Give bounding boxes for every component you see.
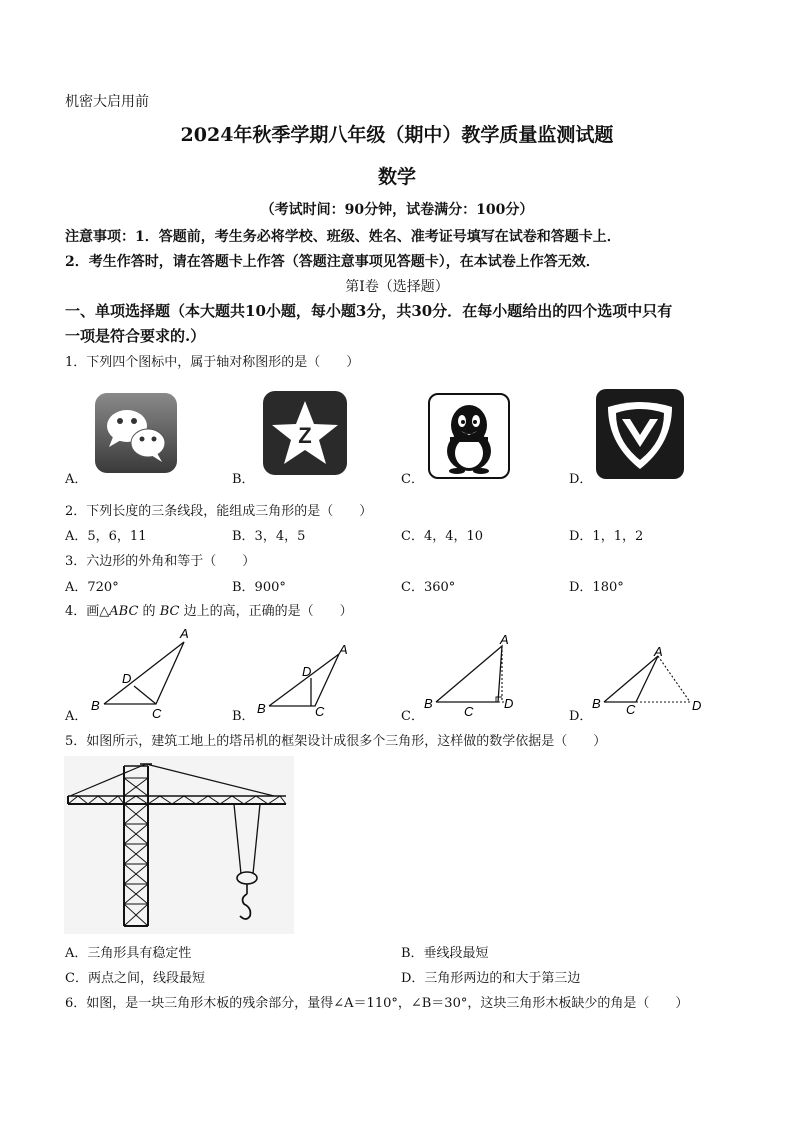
section-instruction-1: 一、单项选择题（本大题共10小题，每小题3分，共30分．在每小题给出的四个选项中只有 — [65, 302, 673, 320]
q1-stem: 1．下列四个图标中，属于轴对称图形的是（ ） — [65, 355, 360, 370]
section-instruction-2: 一项是符合要求的.） — [65, 327, 206, 345]
q2-option-b: B．3，4，5 — [232, 529, 306, 544]
q4-figure-c — [424, 632, 534, 719]
q4a-label-c: C — [152, 706, 162, 721]
q4-figure-d — [592, 646, 710, 716]
q4d-label-c: C — [626, 702, 636, 717]
q4d-label-b: B — [592, 696, 601, 711]
q4-option-b: B． — [232, 709, 255, 724]
q4-figure-b — [255, 640, 355, 719]
q5-stem: 5．如图所示，建筑工地上的塔吊机的框架设计成很多个三角形，这样做的数学依据是（ ） — [65, 734, 607, 749]
q1-option-c: C． — [401, 472, 424, 487]
part-title: 第Ⅰ卷（选择题） — [345, 279, 449, 295]
q4-option-c: C． — [401, 709, 424, 724]
q3-option-b: B．900° — [232, 580, 286, 595]
q5-tower-crane-figure — [64, 756, 294, 934]
q4b-label-c: C — [315, 704, 325, 719]
confidential-label: 机密大启用前 — [65, 94, 149, 110]
q3-option-d: D．180° — [569, 580, 624, 595]
q3-stem: 3．六边形的外角和等于（ ） — [65, 554, 256, 569]
q6-stem: 6．如图，是一块三角形木板的残余部分，量得∠A＝110°，∠B＝30°，这块三角形木板缺少的角是（ ） — [65, 996, 689, 1011]
q2-stem: 2．下列长度的三条线段，能组成三角形的是（ ） — [65, 504, 373, 519]
q1-option-d: D． — [569, 472, 593, 487]
q4b-label-d: D — [302, 664, 312, 679]
q1-option-c-penguin-icon — [428, 393, 510, 479]
q4a-label-d: D — [122, 671, 132, 686]
q4d-label-d: D — [692, 698, 702, 713]
q4c-label-b: B — [424, 696, 433, 711]
note-1: 注意事项：1．答题前，考生务必将学校、班级、姓名、准考证号填写在试卷和答题卡上． — [65, 229, 621, 245]
note-2: 2．考生作答时，请在答题卡上作答（答题注意事项见答题卡），在本试卷上作答无效． — [65, 254, 600, 270]
q4b-label-b: B — [257, 701, 266, 716]
q4c-label-a: A — [500, 632, 509, 647]
q4b-label-a: A — [339, 642, 348, 657]
page-title: 2024年秋季学期八年级（期中）教学质量监测试题 — [180, 124, 614, 146]
q5-option-a: A．三角形具有稳定性 — [65, 946, 192, 961]
q4-figure-a — [88, 626, 198, 721]
q4c-label-c: C — [464, 704, 474, 719]
q4-option-d: D． — [569, 709, 593, 724]
q4c-label-d: D — [504, 696, 514, 711]
q4-stem: 4．画△ABC 的 BC 边上的高，正确的是（ ） — [65, 604, 353, 619]
q3-option-a: A．720° — [65, 580, 119, 595]
svg-text:Z: Z — [298, 423, 312, 448]
q4d-label-a: A — [654, 644, 663, 659]
q1-option-a: A． — [65, 472, 88, 487]
subject-title: 数学 — [377, 166, 416, 188]
q1-option-b: B． — [232, 472, 255, 487]
q3-option-c: C．360° — [401, 580, 456, 595]
q4a-label-b: B — [91, 698, 100, 713]
q2-option-d: D．1，1，2 — [569, 529, 644, 544]
q4a-label-a: A — [180, 626, 189, 641]
exam-info: （考试时间：90分钟，试卷满分：100分） — [260, 202, 534, 218]
q2-option-a: A．5，6，11 — [65, 529, 147, 544]
q5-option-d: D．三角形两边的和大于第三边 — [401, 971, 581, 986]
q5-option-b: B．垂线段最短 — [401, 946, 489, 961]
q4-option-a: A． — [65, 709, 88, 724]
q5-option-c: C．两点之间，线段最短 — [65, 971, 205, 986]
q1-option-a-chat-icon — [95, 393, 177, 473]
q1-option-d-shield-icon — [596, 389, 684, 479]
q2-option-c: C．4，4，10 — [401, 529, 484, 544]
q1-option-b-star-icon — [263, 391, 347, 475]
